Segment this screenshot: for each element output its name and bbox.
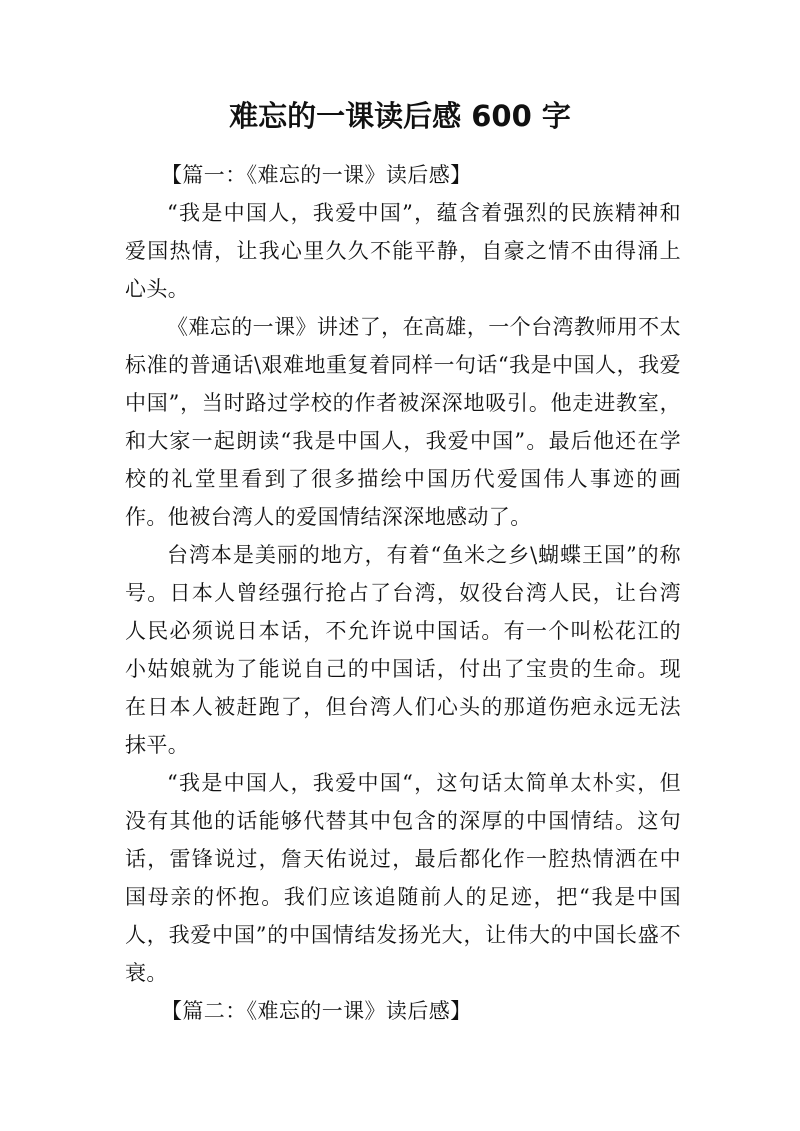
paragraph: “我是中国人，我爱中国”，蕴含着强烈的民族精神和爱国热情，让我心里久久不能平静，自豪之情不由得涌上心头。 bbox=[125, 201, 681, 301]
paragraph: 台湾本是美丽的地方，有着“鱼米之乡\蝴蝶王国”的称号。日本人曾经强行抢占了台湾，奴役台湾人民，让台湾人民必须说日本话，不允许说中国话。有一个叫松花江的小姑娘就为了能说自己的中国话，付出了宝贵的生命。现在日本人被赶跑了，但台湾人们心头的那道伤疤永远无法抹平。 bbox=[125, 543, 681, 757]
document-body bbox=[125, 156, 681, 1030]
document-title: 难忘的一课读后感 600 字 bbox=[229, 99, 571, 133]
paragraph: “我是中国人，我爱中国“，这句话太简单太朴实，但没有其他的话能够代替其中包含的深厚的中国情结。这句话，雷锋说过，詹天佑说过，最后都化作一腔热情洒在中国母亲的怀抱。我们应该追随前人的足迹，把“我是中国人，我爱中国”的中国情结发扬光大，让伟大的中国长盛不衰。 bbox=[125, 771, 681, 985]
section-heading-2: 【篇二：《难忘的一课》读后感】 bbox=[161, 999, 472, 1023]
paragraph: 《难忘的一课》讲述了，在高雄，一个台湾教师用不太标准的普通话\艰难地重复着同样一句话“我是中国人，我爱中国”，当时路过学校的作者被深深地吸引。他走进教室，和大家一起朗读“我是中国人，我爱中国”。最后他还在学校的礼堂里看到了很多描绘中国历代爱国伟人事迹的画作。他被台湾人的爱国情结深深地感动了。 bbox=[125, 315, 681, 529]
section-heading-1: 【篇一：《难忘的一课》读后感】 bbox=[161, 163, 472, 187]
